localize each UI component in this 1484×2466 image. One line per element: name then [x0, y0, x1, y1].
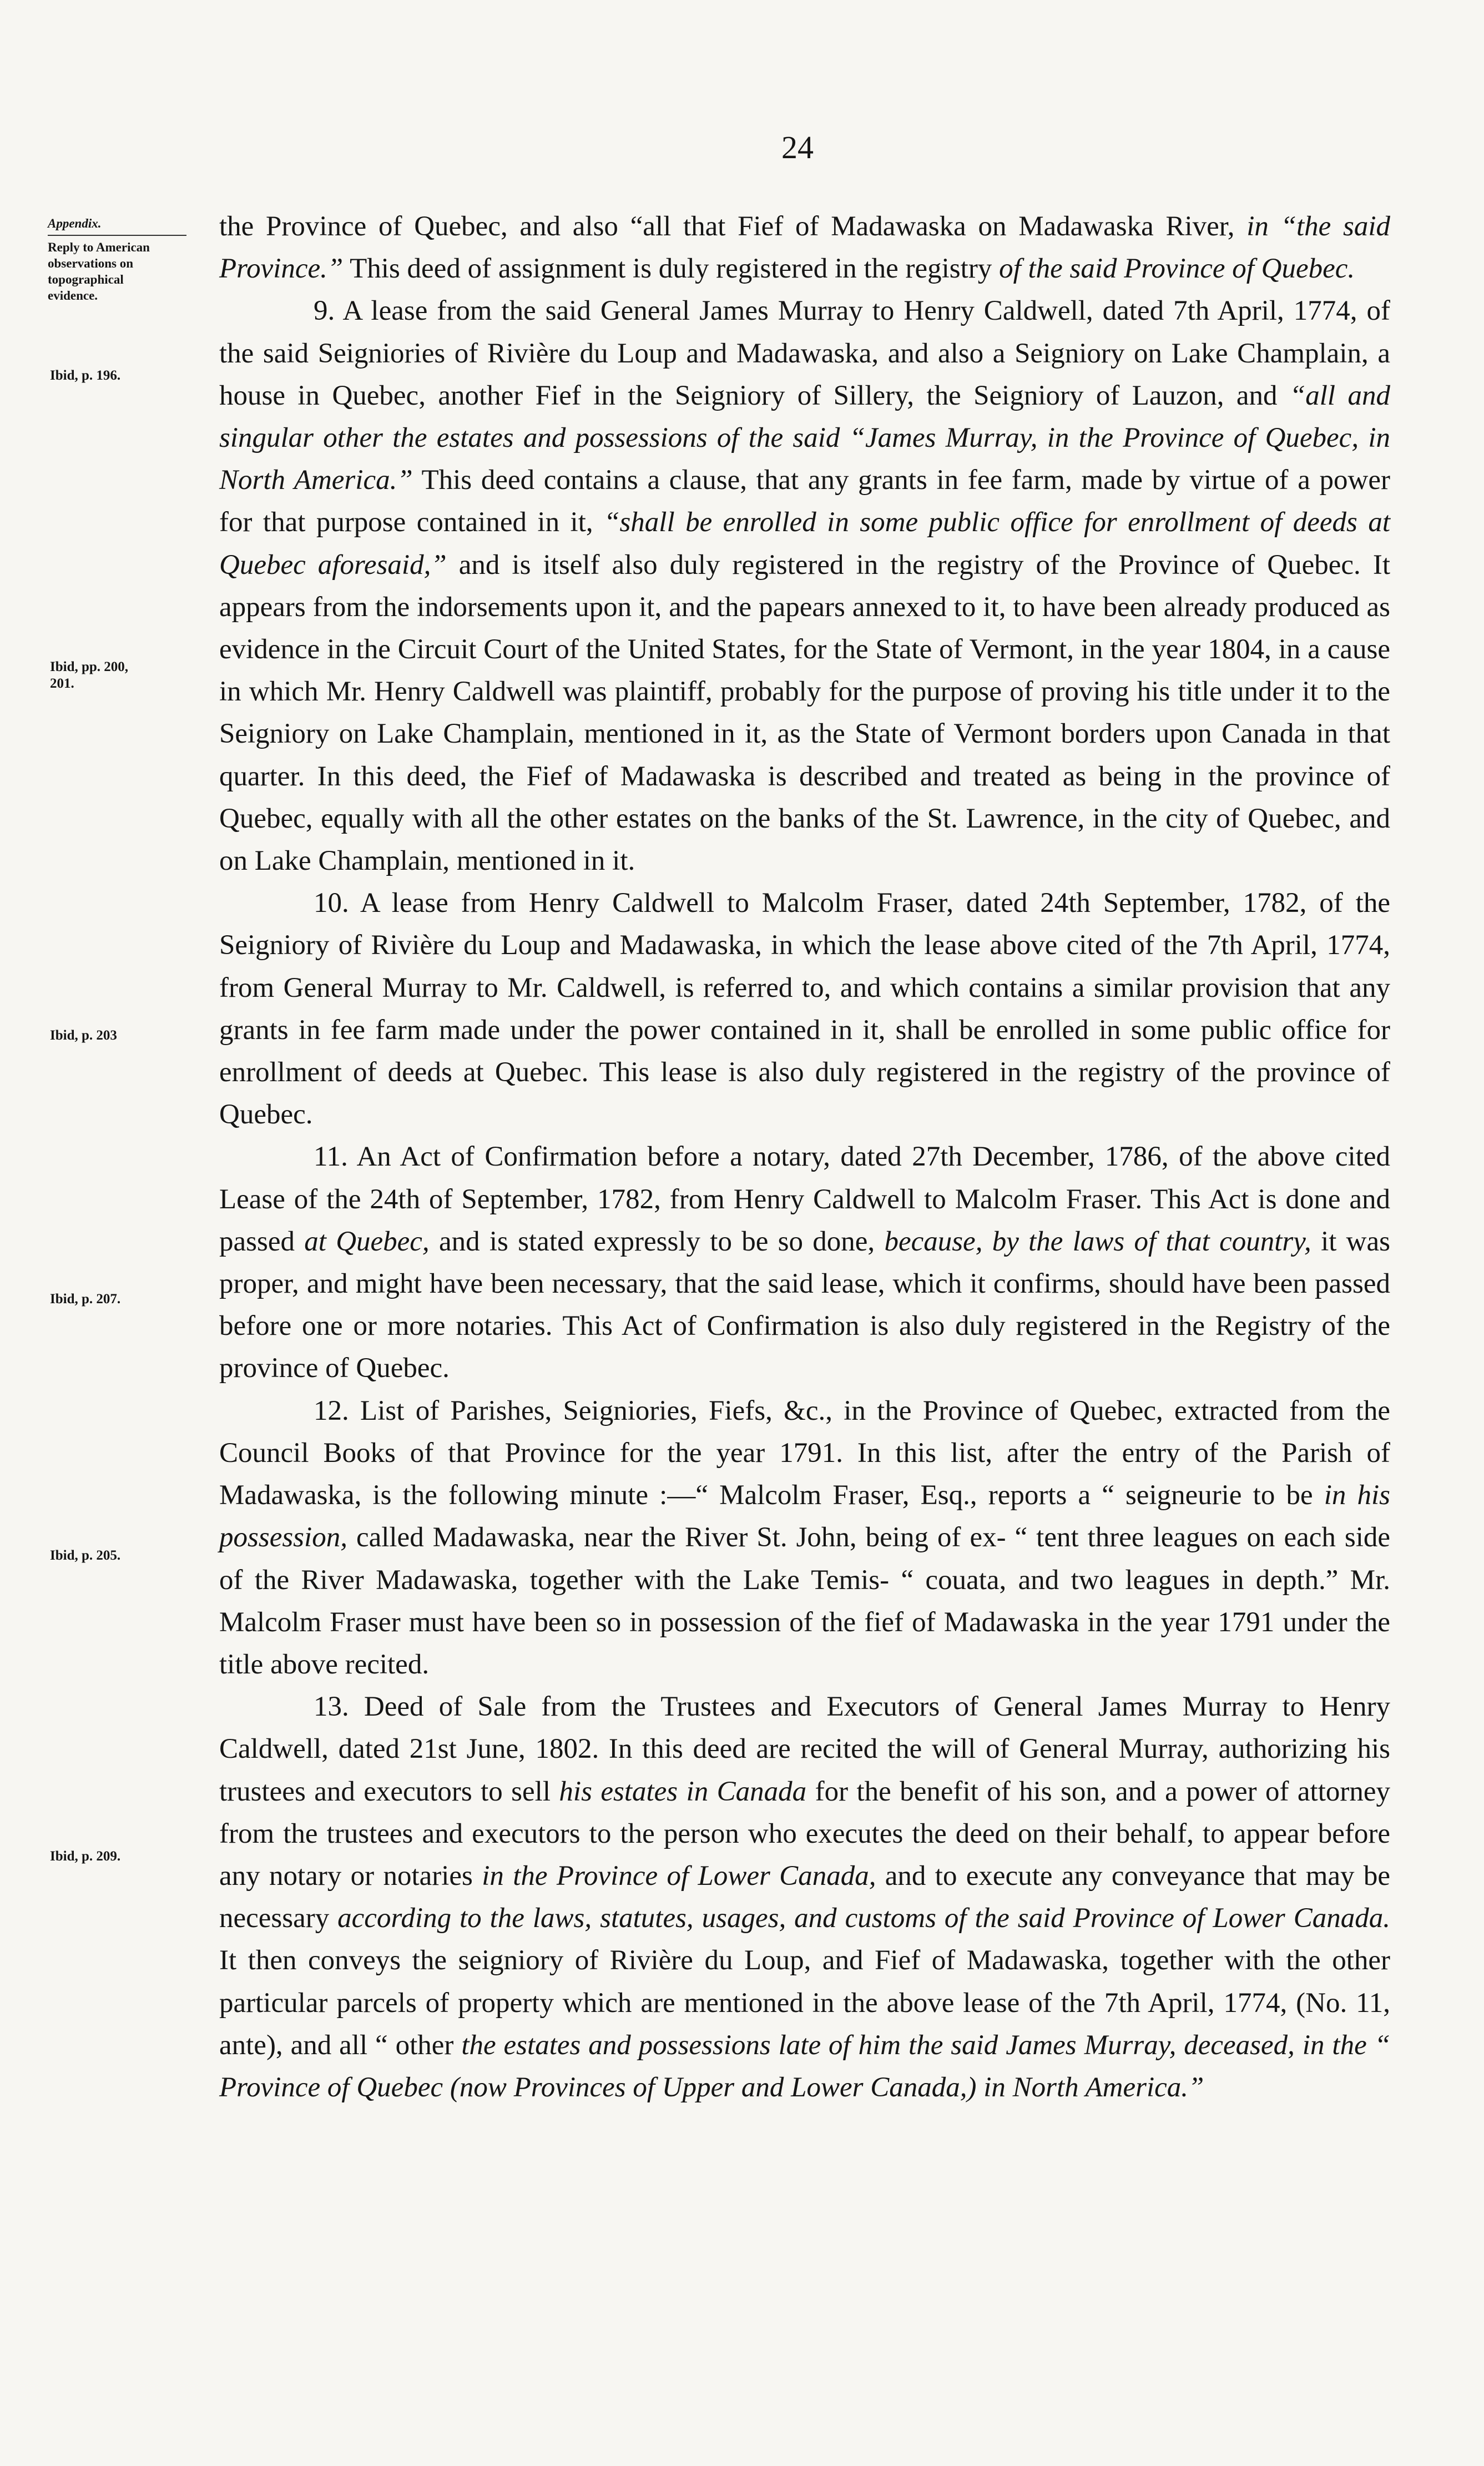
italic-run: according to the laws, statutes, usages, and customs of the said Province of Lower Canada. — [337, 1903, 1390, 1934]
margin-note: Ibid, p. 203 — [50, 1028, 117, 1043]
paragraph-9 — [219, 290, 1390, 882]
margin-note: Ibid, pp. 200, 201. — [50, 659, 129, 691]
italic-run: in his possession, — [219, 1480, 1391, 1554]
paragraph-13 — [219, 1686, 1390, 2109]
italic-run: because, by the laws of that country, — [884, 1226, 1311, 1257]
paragraph-10: 10. A lease from Henry Caldwell to Malcolm Fraser, dated 24th September, 1782, of the Seigniory of Rivière du Loup and Madawaska, in which the lease above cited of the 7th April, 1774, from General Murray to Mr. Caldwell, is referred to, and which contains a similar provision that any grants in fee farm made under the power contained in it, shall be enrolled in some public office for enrollment of deeds at Quebec. This lease is also duly registered in the registry of the province of Quebec. — [219, 887, 1390, 1131]
paragraph-11 — [219, 1136, 1390, 1389]
body-text — [219, 205, 1390, 2109]
text-run: for the benefit of his son, and a power of attorney from the trustees and executors to the person who executes the deed on their behalf, to appear before any notary or notaries — [219, 1776, 1391, 1892]
paragraph-12 — [219, 1390, 1390, 1686]
text-run: It then conveys the seigniory of Rivière du Loup, and Fief of Madawaska, together with the other particular parcels of property which are mentioned in the above lease of the 7th April, 1774, (No. 11, ante), and all “ other — [219, 1945, 1390, 2061]
text-run: 9. A lease from the said General James Murray to Henry Caldwell, dated 7th April, 1774, of the said Seigniories of Rivière du Loup and Madawaska, and also a Seigniory on Lake Champlain, a house in Quebec, another Fief in the Seigniory of Sillery, the Seigniory of Lauzon, and — [219, 295, 1390, 411]
italic-run: in the Province of Lower Canada, — [482, 1860, 876, 1892]
text-run: and is itself also duly registered in the registry of the Province of Quebec. It appears from the indorsements upon it, and the papears annexed to it, to have been already produced as evidence in the Circuit Court of the United States, for the State of Vermont, in the year 1804, in a cause in which Mr. Henry Caldwell was plaintiff, probably for the purpose of proving his title under it to the Seigniory on Lake Champlain, mentioned in it, as the State of Vermont borders upon Canada in that quarter. In this deed, the Fief of Madawaska is described and treated as being in the province of Quebec, equally with all the other estates on the banks of the St. Lawrence, in the city of Quebec, and on Lake Champlain, mentioned in it. — [219, 549, 1390, 877]
margin-rule — [48, 235, 186, 236]
italic-run: “shall be enrolled in some public office for enrollment of deeds at Quebec aforesaid,” — [219, 507, 1390, 581]
text-run: This deed contains a clause, that any grants in fee farm, made by virtue of a power for that purpose contained in it, — [219, 465, 1390, 538]
margin-note: Ibid, p. 207. — [50, 1292, 121, 1307]
text-run: This deed of assignment is duly registered in the registry — [343, 253, 1000, 285]
text-run: 11. An Act of Confirmation before a notary, dated 27th December, 1786, of the above cited Lease of the 24th of September, 1782, from Henry Caldwell to Malcolm Fraser. This Act is done and passed — [219, 1141, 1390, 1257]
margin-note: Ibid, p. 209. — [50, 1849, 121, 1864]
page-number: 24 — [781, 129, 814, 165]
text-run: called Madawaska, near the River St. John, being of ex- “ tent three leagues on each side of the River Madawaska, together with the Lake Temis- “ couata, and two leagues in depth.” Mr. Malcolm Fraser must have been so in possession of the fief of Madawaska in the year 1791 under the title above recited. — [219, 1522, 1390, 1680]
appendix-label: Appendix. — [48, 216, 102, 230]
italic-run: his estates in Canada — [559, 1776, 807, 1807]
text-run: 13. Deed of Sale from the Trustees and Executors of General James Murray to Henry Caldwell, dated 21st June, 1802. In this deed are recited the will of General Murray, authorizing his trustees and executors to sell — [219, 1691, 1390, 1807]
italic-run: at Quebec, — [304, 1226, 430, 1257]
text-run: 12. List of Parishes, Seigniories, Fiefs, &c., in the Province of Quebec, extracted from the Council Books of that Province for the year 1791. In this list, after the entry of the Parish of Madawaska, is the following minute :—“ Malcolm Fraser, Esq., reports a “ seigneurie to be — [219, 1395, 1390, 1511]
italic-run: “all and singular other the estates and possessions of the said “James Murray, in the Province of Quebec, in North America.” — [219, 380, 1390, 496]
italic-run: in “the said Province.” — [219, 211, 1390, 285]
italic-run: of the said Province of Quebec. — [999, 253, 1355, 285]
margin-header — [48, 215, 214, 304]
paragraph-8-continued — [219, 205, 1390, 290]
margin-note: Ibid, p. 196. — [50, 368, 121, 383]
reply-caption: Reply to American observations on topographical evidence. — [48, 240, 150, 302]
text-run: it was proper, and might have been necessary, that the said lease, which it confirms, should have been passed before one or more notaries. This Act of Confirmation is also duly registered in the Registry of the province of Quebec. — [219, 1226, 1390, 1384]
text-run: the Province of Quebec, and also “all that Fief of Madawaska on Madawaska River, — [219, 211, 1247, 242]
italic-run: the estates and possessions late of him the said James Murray, deceased, in the “ Province of Quebec (now Provinces of Upper and Lower Canada,) in North America.” — [219, 2029, 1390, 2103]
margin-note: Ibid, p. 205. — [50, 1548, 121, 1563]
text-run: and is stated expressly to be so done, — [429, 1226, 885, 1257]
text-run: and to execute any conveyance that may be necessary — [219, 1860, 1390, 1934]
